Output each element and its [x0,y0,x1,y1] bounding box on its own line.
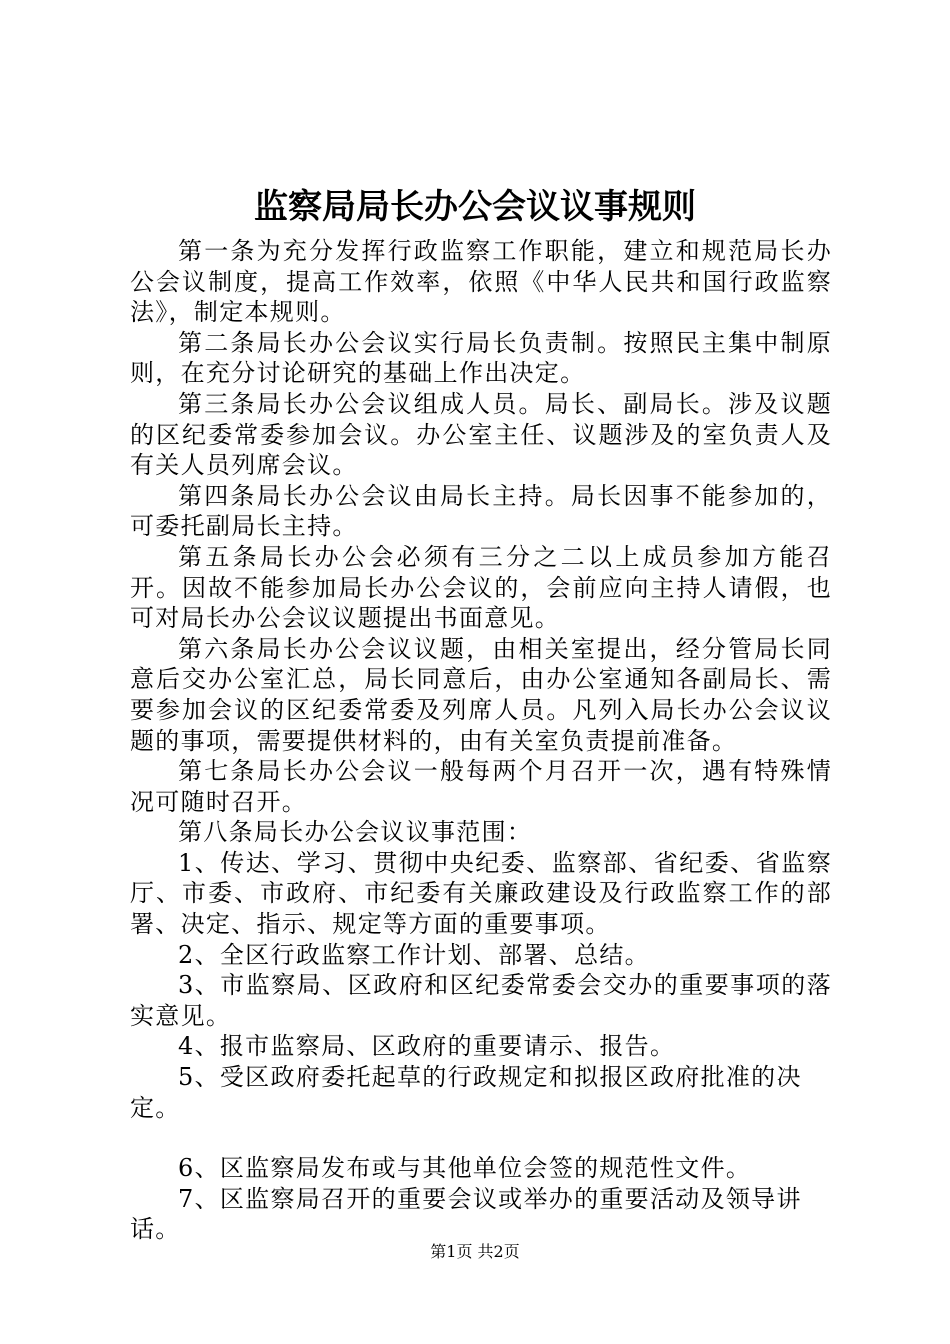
scope-item-2: 2、全区行政监察工作计划、部署、总结。 [178,940,650,969]
scope-item-1: 1、传达、学习、贯彻中央纪委、监察部、省纪委、省监察厅、市委、市政府、市纪委有关廉政建设及行政监察工作的部署、决定、指示、规定等方面的重要事项。 [130,848,832,939]
article-3-paragraph: 第三条局长办公会议组成人员。局长、副局长。涉及议题的区纪委常委参加会议。办公室主任、议题涉及的室负责人及有关人员列席会议。 [130,389,832,480]
scope-item-7: 7、区监察局召开的重要会议或举办的重要活动及领导讲话。 [130,1184,802,1244]
article-4-paragraph: 第四条局长办公会议由局长主持。局长因事不能参加的，可委托副局长主持。 [130,481,832,541]
scope-item-3: 3、市监察局、区政府和区纪委常委会交办的重要事项的落实意见。 [130,971,832,1030]
article-6-paragraph: 第六条局长办公会议议题，由相关室提出，经分管局长同意后交办公室汇总，局长同意后，由办公室通知各副局长、需要参加会议的区纪委常委及列席人员。凡列入局长办公会议议题的事项，需要提供材料的，由有关室负责提前准备。 [130,634,832,755]
page-number: 第1页 共2页 [430,1242,520,1261]
article-5-paragraph: 第五条局长办公会必须有三分之二以上成员参加方能召开。因故不能参加局长办公会议的，会前应向主持人请假，也可对局长办公会议议题提出书面意见。 [130,542,832,633]
article-8-heading: 第八条局长办公会议议事范围： [178,818,533,847]
article-2-paragraph: 第二条局长办公会议实行局长负责制。按照民主集中制原则，在充分讨论研究的基础上作出决定。 [130,328,832,388]
document-title: 监察局局长办公会议议事规则 [254,187,696,227]
article-7-paragraph: 第七条局长办公会议一般每两个月召开一次，遇有特殊情况可随时召开。 [130,757,832,816]
document-body [130,236,832,1245]
scope-item-4: 4、报市监察局、区政府的重要请示、报告。 [178,1032,676,1061]
scope-item-5: 5、受区政府委托起草的行政规定和拟报区政府批准的决定。 [130,1063,802,1122]
scope-item-6: 6、区监察局发布或与其他单位会签的规范性文件。 [178,1154,752,1183]
paragraph-spacer [130,1123,832,1153]
article-1-paragraph: 第一条为充分发挥行政监察工作职能，建立和规范局长办公会议制度，提高工作效率，依照《中华人民共和国行政监察法》，制定本规则。 [130,237,832,327]
